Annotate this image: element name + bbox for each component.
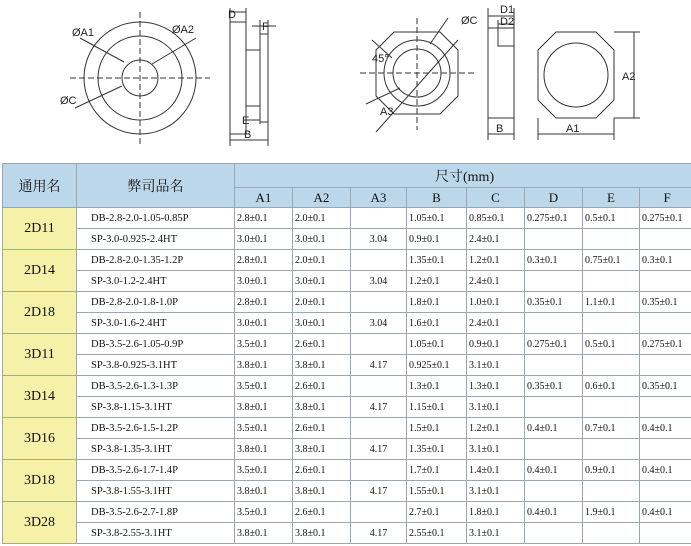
dimension-cell [351,502,407,523]
dimension-cell [351,376,407,397]
dimension-cell [640,229,691,250]
dimension-cell: 1.05±0.1 [407,334,467,355]
dimension-cell: 2.55±0.1 [407,523,467,544]
dimension-cell: 3.8±0.1 [235,397,293,418]
generic-name-cell: 3D18 [3,460,77,502]
dimension-cell: 2.8±0.1 [235,208,293,229]
generic-name-cell: 3D11 [3,334,77,376]
dimension-cell: 1.3±0.1 [407,376,467,397]
dimension-cell: 0.4±0.1 [525,418,583,439]
dimension-cell: 1.15±0.1 [407,397,467,418]
dimension-cell: 3.04 [351,229,407,250]
dimension-cell [583,229,640,250]
label-a1: ØA1 [72,27,95,39]
dimension-cell: 1.2±0.1 [407,271,467,292]
dimension-cell: 2.0±0.1 [293,250,351,271]
dimension-cell: 0.35±0.1 [640,376,691,397]
generic-name-cell: 2D14 [3,250,77,292]
dimension-cell: 3.8±0.1 [293,397,351,418]
dimension-cell: 3.1±0.1 [467,355,525,376]
dimension-cell: 0.35±0.1 [525,292,583,313]
dimension-cell: 0.7±0.1 [583,418,640,439]
dimension-cell: 0.3±0.1 [525,250,583,271]
dimension-cell: 0.9±0.1 [583,460,640,481]
dimension-cell: 2.7±0.1 [407,502,467,523]
model-name-cell: SP-3.0-1.2-2.4HT [77,271,235,292]
dimension-cell [351,250,407,271]
dimension-cell [525,481,583,502]
model-name-cell: DB-2.8-2.0-1.35-1.2P [77,250,235,271]
dimension-cell: 0.9±0.1 [467,334,525,355]
dimension-cell: 2.0±0.1 [293,292,351,313]
dimension-cell [525,523,583,544]
dimension-cell: 3.8±0.1 [235,523,293,544]
dimension-cell [640,313,691,334]
dimension-cell: 3.0±0.1 [235,229,293,250]
dimension-cell: 0.275±0.1 [525,208,583,229]
dim-header: A3 [351,188,407,208]
label-d2: D2 [500,16,515,28]
dimension-cell: 3.8±0.1 [293,355,351,376]
dimension-cell: 1.2±0.1 [467,418,525,439]
model-name-cell: SP-3.8-1.35-3.1HT [77,439,235,460]
dimension-cell: 3.8±0.1 [235,355,293,376]
model-name-cell: SP-3.8-1.15-3.1HT [77,397,235,418]
dimension-cell [351,334,407,355]
dimension-cell: 4.17 [351,439,407,460]
dimension-cell: 0.4±0.1 [640,460,691,481]
dimension-cell: 3.1±0.1 [467,523,525,544]
model-name-cell: DB-2.8-2.0-1.05-0.85P [77,208,235,229]
table-row [3,229,691,250]
dimensions-header: 尺寸(mm) [235,164,691,188]
table-row [3,292,691,313]
label-e: E [242,115,250,127]
dimension-cell: 3.0±0.1 [293,271,351,292]
dimension-cell: 3.5±0.1 [235,376,293,397]
model-name-cell: SP-3.0-0.925-2.4HT [77,229,235,250]
dimension-cell [583,313,640,334]
model-name-cell: DB-3.5-2.6-1.3-1.3P [77,376,235,397]
shield-bottom-view [538,32,640,140]
label-shield-b: B [496,123,504,135]
dim-header: A1 [235,188,293,208]
label-f: F [262,21,269,33]
dimension-cell: 0.85±0.1 [467,208,525,229]
model-name-header: 弊司品名 [77,164,235,208]
dimension-cell: 0.3±0.1 [640,250,691,271]
dimension-cell: 3.5±0.1 [235,502,293,523]
dimension-drawing [0,0,691,160]
dimension-cell: 2.6±0.1 [293,376,351,397]
dimension-cell: 3.8±0.1 [293,523,351,544]
dimension-cell: 0.275±0.1 [640,334,691,355]
generic-name-cell: 2D18 [3,292,77,334]
model-name-cell: SP-3.0-1.6-2.4HT [77,313,235,334]
dimension-cell: 0.5±0.1 [583,334,640,355]
dimension-cell: 1.9±0.1 [583,502,640,523]
technical-drawings [0,0,691,160]
generic-name-cell: 2D11 [3,208,77,250]
dimension-cell: 4.17 [351,355,407,376]
dimension-cell: 1.5±0.1 [407,418,467,439]
dimension-cell: 3.04 [351,271,407,292]
dimension-cell: 1.4±0.1 [467,460,525,481]
dimension-cell [583,523,640,544]
label-d: D [228,9,236,21]
model-name-cell: DB-3.5-2.6-1.05-0.9P [77,334,235,355]
dimension-cell [583,271,640,292]
dimension-cell: 2.8±0.1 [235,250,293,271]
dimension-cell: 1.05±0.1 [407,208,467,229]
label-shield-c: ØC [461,15,478,27]
dimension-cell: 0.275±0.1 [525,334,583,355]
dimension-cell: 3.5±0.1 [235,418,293,439]
dimension-cell [640,271,691,292]
dim-header: B [407,188,467,208]
model-name-cell: DB-3.5-2.6-1.5-1.2P [77,418,235,439]
dimension-cell: 3.1±0.1 [467,481,525,502]
dim-header: D [525,188,583,208]
table-row [3,313,691,334]
table-row [3,460,691,481]
dimension-cell: 3.0±0.1 [293,229,351,250]
dimension-cell [525,229,583,250]
dimension-cell [640,523,691,544]
label-shield-a2: A2 [622,71,636,83]
dimension-cell: 0.35±0.1 [640,292,691,313]
dimension-cell: 1.35±0.1 [407,439,467,460]
dimension-cell: 3.5±0.1 [235,334,293,355]
dim-header: C [467,188,525,208]
dimension-cell: 0.75±0.1 [583,250,640,271]
dimension-cell: 0.4±0.1 [525,502,583,523]
dimension-cell: 3.5±0.1 [235,460,293,481]
dim-header: A2 [293,188,351,208]
dimension-cell [583,481,640,502]
dimension-cell: 3.8±0.1 [235,481,293,502]
label-angle: 45° [372,53,389,65]
label-b: B [244,129,252,141]
dimension-cell [351,208,407,229]
table-row [3,523,691,544]
label-d1: D1 [500,4,515,16]
model-name-cell: SP-3.8-0.925-3.1HT [77,355,235,376]
table-row [3,355,691,376]
generic-name-cell: 3D16 [3,418,77,460]
dimension-cell: 0.4±0.1 [640,502,691,523]
dimension-cell [640,439,691,460]
table-row [3,481,691,502]
dimension-cell [640,481,691,502]
dimension-cell [351,292,407,313]
dimension-cell [351,418,407,439]
dimension-cell: 3.8±0.1 [293,481,351,502]
dimension-cell: 3.0±0.1 [235,313,293,334]
dimension-cell: 0.6±0.1 [583,376,640,397]
dimension-cell: 4.17 [351,397,407,418]
dimension-cell [525,439,583,460]
dimension-cell: 1.7±0.1 [407,460,467,481]
dimension-cell: 1.1±0.1 [583,292,640,313]
dimension-cell: 3.8±0.1 [235,439,293,460]
dimension-cell: 2.8±0.1 [235,292,293,313]
dimension-cell: 2.4±0.1 [467,313,525,334]
dimension-cell: 1.3±0.1 [467,376,525,397]
dimension-cell: 0.925±0.1 [407,355,467,376]
dimension-cell: 0.275±0.1 [640,208,691,229]
dimension-cell [583,439,640,460]
dimension-cell: 2.6±0.1 [293,334,351,355]
table-row [3,439,691,460]
label-c: ØC [60,95,77,107]
table-body [3,208,691,544]
table-row [3,250,691,271]
dim-header: E [583,188,640,208]
dimension-cell: 1.0±0.1 [467,292,525,313]
dim-header: F [640,188,691,208]
dimension-cell: 2.4±0.1 [467,271,525,292]
generic-name-header: 通用名 [3,164,77,208]
table-row [3,334,691,355]
dimension-cell: 1.35±0.1 [407,250,467,271]
model-name-cell: SP-3.8-2.55-3.1HT [77,523,235,544]
model-name-cell: DB-2.8-2.0-1.8-1.0P [77,292,235,313]
dimension-cell [583,397,640,418]
table-row [3,418,691,439]
dimension-cell: 3.0±0.1 [293,313,351,334]
dimension-cell: 2.4±0.1 [467,229,525,250]
generic-name-cell: 3D28 [3,502,77,544]
dimension-cell: 2.0±0.1 [293,208,351,229]
dimension-cell: 0.5±0.1 [583,208,640,229]
dimension-cell [525,313,583,334]
label-a2: ØA2 [172,24,195,36]
table-row [3,502,691,523]
label-shield-a1: A1 [566,123,580,135]
dimension-cell: 0.4±0.1 [525,460,583,481]
dimension-cell [640,355,691,376]
dimension-cell: 1.6±0.1 [407,313,467,334]
dimension-cell: 4.17 [351,481,407,502]
dimension-cell: 1.8±0.1 [467,502,525,523]
table-row [3,271,691,292]
spec-table [2,163,691,544]
dimension-cell: 3.1±0.1 [467,397,525,418]
drum-core-side-view [230,8,276,146]
dimension-cell: 3.0±0.1 [235,271,293,292]
table-row [3,376,691,397]
dimension-cell: 2.6±0.1 [293,460,351,481]
header-row [3,164,691,188]
dimension-cell: 3.04 [351,313,407,334]
model-name-cell: DB-3.5-2.6-2.7-1.8P [77,502,235,523]
dimension-cell: 2.6±0.1 [293,418,351,439]
label-a3: A3 [380,106,394,118]
dimension-cell: 1.8±0.1 [407,292,467,313]
table-row [3,208,691,229]
table-row [3,397,691,418]
dimension-cell [640,397,691,418]
dimension-cell [351,460,407,481]
dimension-cell: 0.35±0.1 [525,376,583,397]
model-name-cell: SP-3.8-1.55-3.1HT [77,481,235,502]
dimension-cell: 2.6±0.1 [293,502,351,523]
dimension-cell [525,355,583,376]
shield-front-view [360,18,474,132]
dimension-cell: 0.9±0.1 [407,229,467,250]
dimension-cell [583,355,640,376]
dimension-cell: 0.4±0.1 [640,418,691,439]
model-name-cell: DB-3.5-2.6-1.7-1.4P [77,460,235,481]
dimension-cell [525,397,583,418]
dimension-cell: 3.8±0.1 [293,439,351,460]
dimension-cell [525,271,583,292]
dimension-cell: 1.2±0.1 [467,250,525,271]
dimension-cell: 4.17 [351,523,407,544]
dimension-cell: 1.55±0.1 [407,481,467,502]
dimension-cell: 3.1±0.1 [467,439,525,460]
generic-name-cell: 3D14 [3,376,77,418]
